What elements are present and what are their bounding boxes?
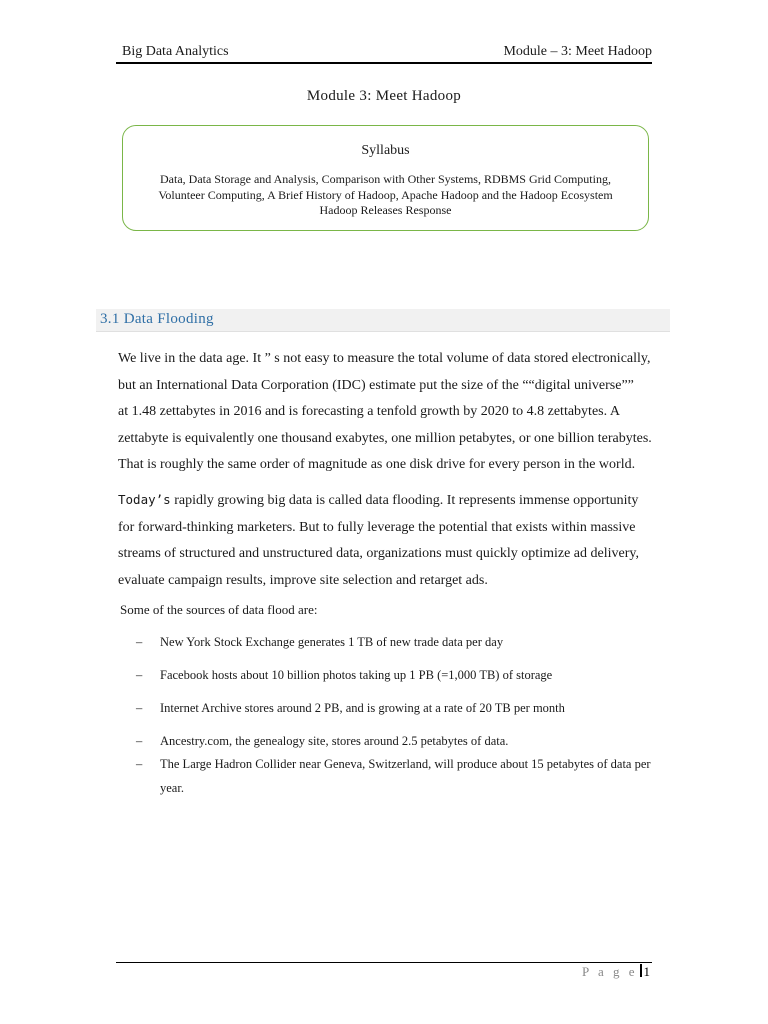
- syllabus-title: Syllabus: [361, 143, 410, 158]
- module-title: Module 3: Meet Hadoop: [306, 88, 462, 104]
- page-separator: [640, 964, 642, 977]
- paragraph-line: but an International Data Corporation (IDC) estimate put the size of the ““digital universe””: [118, 377, 634, 393]
- list-item-text: Facebook hosts about 10 billion photos taking up 1 PB (=1,000 TB) of storage: [160, 668, 553, 682]
- footer-rule: [116, 962, 652, 963]
- list-item-text: New York Stock Exchange generates 1 TB of new trade data per day: [160, 635, 504, 649]
- dash-bullet: –: [136, 734, 143, 748]
- list-item-text: Internet Archive stores around 2 PB, and is growing at a rate of 20 TB per month: [160, 701, 565, 715]
- paragraph-line: We live in the data age. It ” s not easy to measure the total volume of data stored electronically,: [118, 351, 651, 366]
- paragraph-line: evaluate campaign results, improve site selection and retarget ads.: [118, 572, 488, 588]
- paragraph-line: for forward-thinking marketers. But to fully leverage the potential that exists within massive: [118, 519, 636, 535]
- paragraph-line: streams of structured and unstructured data, organizations must quickly optimize ad delivery,: [118, 546, 639, 561]
- list-item-text: Ancestry.com, the genealogy site, stores around 2.5 petabytes of data.: [160, 734, 509, 748]
- section-heading-band: [96, 309, 670, 332]
- syllabus-line-2: Volunteer Computing, A Brief History of Hadoop, Apache Hadoop and the Hadoop Ecosystem: [158, 187, 613, 202]
- paragraph-data-age: [118, 346, 652, 479]
- section-heading: 3.1 Data Flooding: [100, 311, 214, 327]
- header-course-title: Big Data Analytics: [122, 44, 229, 59]
- list-item-text: The Large Hadron Collider near Geneva, Switzerland, will produce about 15 petabytes of data per year.: [160, 757, 651, 795]
- paragraph-line: zettabyte is equivalently one thousand exabytes, one million petabytes, or one billion terabytes.: [118, 430, 652, 446]
- page-label: P a g e: [581, 964, 638, 979]
- page-footer: [582, 964, 650, 980]
- header-rule: [116, 62, 652, 64]
- header-module-title: Module – 3: Meet Hadoop: [503, 44, 652, 59]
- running-header: [122, 42, 652, 62]
- dash-bullet: –: [136, 635, 143, 649]
- paragraph-line: [118, 487, 652, 515]
- sources-intro: Some of the sources of data flood are:: [120, 602, 318, 617]
- paragraph-line-rest: rapidly growing big data is called data flooding. It represents immense opportunity: [170, 493, 639, 508]
- paragraph-line: at 1.48 zettabytes in 2016 and is forecasting a tenfold growth by 2020 to 4.8 zettabytes. A: [118, 404, 620, 419]
- syllabus-text: [143, 172, 628, 219]
- lead-word: Today’s: [118, 492, 171, 507]
- paragraph-data-flooding: [118, 487, 652, 594]
- dash-bullet: –: [136, 701, 143, 715]
- syllabus-line-3: Hadoop Releases Response: [319, 203, 452, 217]
- syllabus-box: [122, 125, 649, 231]
- syllabus-line-1: Data, Data Storage and Analysis, Comparison with Other Systems, RDBMS Grid Computing,: [160, 172, 611, 186]
- paragraph-line: That is roughly the same order of magnitude as one disk drive for every person in the world.: [118, 457, 636, 472]
- dash-bullet: –: [136, 757, 143, 771]
- dash-bullet: –: [136, 668, 143, 682]
- page-number: 1: [643, 964, 650, 979]
